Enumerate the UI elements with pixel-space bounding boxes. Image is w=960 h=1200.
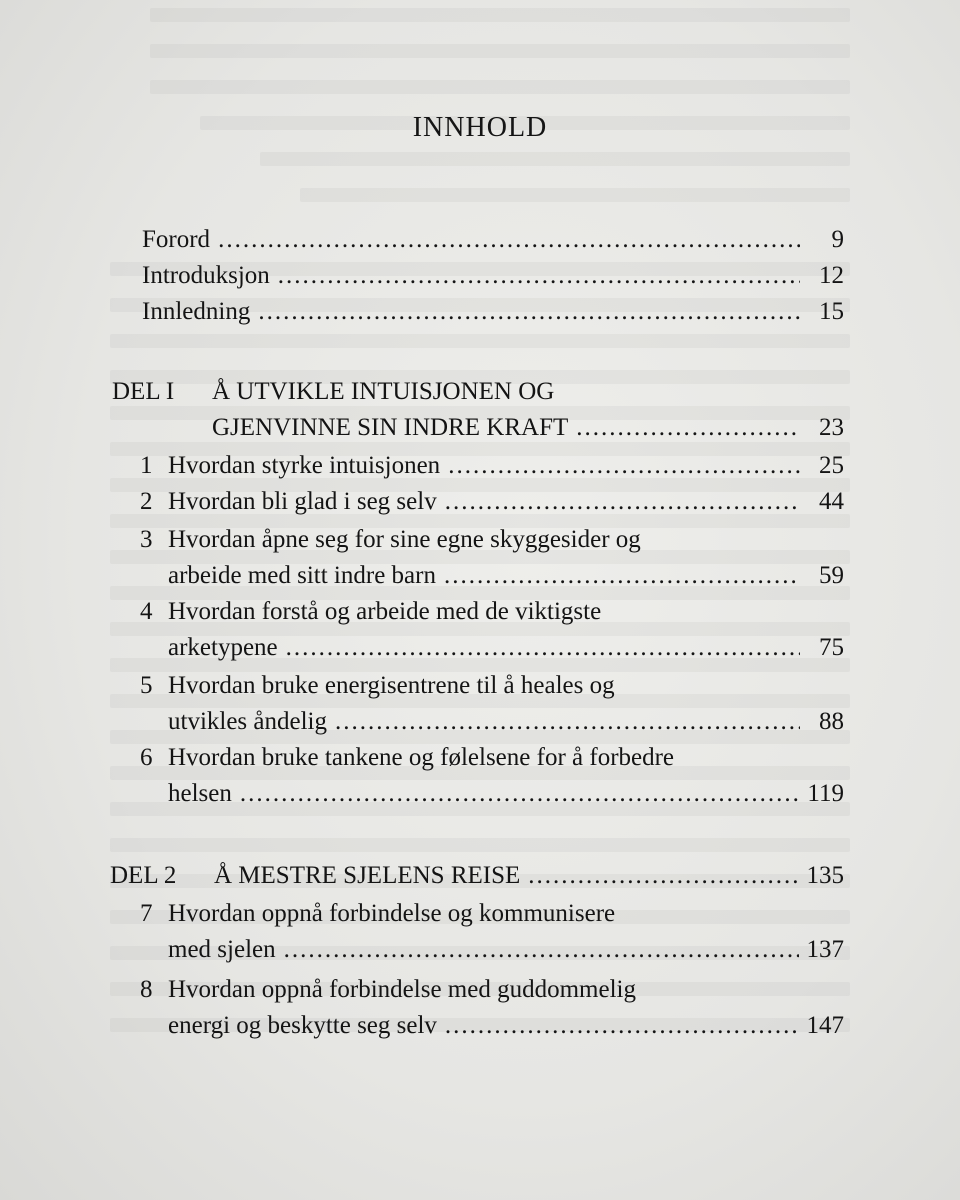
dot-leader [258,294,800,330]
dot-leader [448,448,800,484]
toc-chapter-5-line1: 5 Hvordan bruke energisentrene til å heales og [140,672,615,699]
toc-chapter-3-line1: 3 Hvordan åpne seg for sine egne skyggesider og [140,526,641,553]
dot-leader [218,222,800,258]
toc-chapter-1: 1 Hvordan styrke intuisjonen ..... 25 [140,448,844,484]
toc-chapter-6-line1: 6 Hvordan bruke tankene og følelsene for å forbedre [140,744,675,771]
dot-leader [286,630,800,666]
part-heading-1: DEL I Å UTVIKLE INTUISJONEN OG [112,378,555,405]
toc-chapter-4-line1: 4 Hvordan forstå og arbeide med de viktigste [140,598,602,625]
dot-leader [528,858,798,894]
dot-leader [444,558,800,594]
toc-chapter-8-line2: energi og beskytte seg selv ..... 147 [168,1008,844,1044]
dot-leader [278,258,800,294]
toc-chapter-7-line2: med sjelen ..... 137 [168,932,844,968]
dot-leader [445,1008,799,1044]
toc-chapter-3-line2: arbeide med sitt indre barn ..... 59 [168,558,844,594]
dot-leader [240,776,800,812]
dot-leader [284,932,799,968]
dot-leader [445,484,800,520]
dot-leader [576,410,800,446]
toc-chapter-6-line2: helsen ..... 119 [168,776,844,812]
toc-chapter-5-line2: utvikles åndelig ..... 88 [168,704,844,740]
dot-leader [335,704,800,740]
part-heading-2: DEL 2 Å MESTRE SJELENS REISE ..... 135 [110,858,844,894]
toc-chapter-4-line2: arketypene ..... 75 [168,630,844,666]
toc-entry-innledning: Innledning ..... 15 [142,294,844,330]
toc-chapter-8-line1: 8 Hvordan oppnå forbindelse med guddommelig [140,976,636,1003]
toc-chapter-7-line1: 7 Hvordan oppnå forbindelse og kommunisere [140,900,616,927]
toc-chapter-2: 2 Hvordan bli glad i seg selv ..... 44 [140,484,844,520]
toc-entry-introduksjon: Introduksjon ..... 12 [142,258,844,294]
page-title: INNHOLD [412,112,548,143]
toc-entry-forord: Forord ..... 9 [142,222,844,258]
part-heading-1-line2: GJENVINNE SIN INDRE KRAFT ..... 23 [212,410,844,446]
